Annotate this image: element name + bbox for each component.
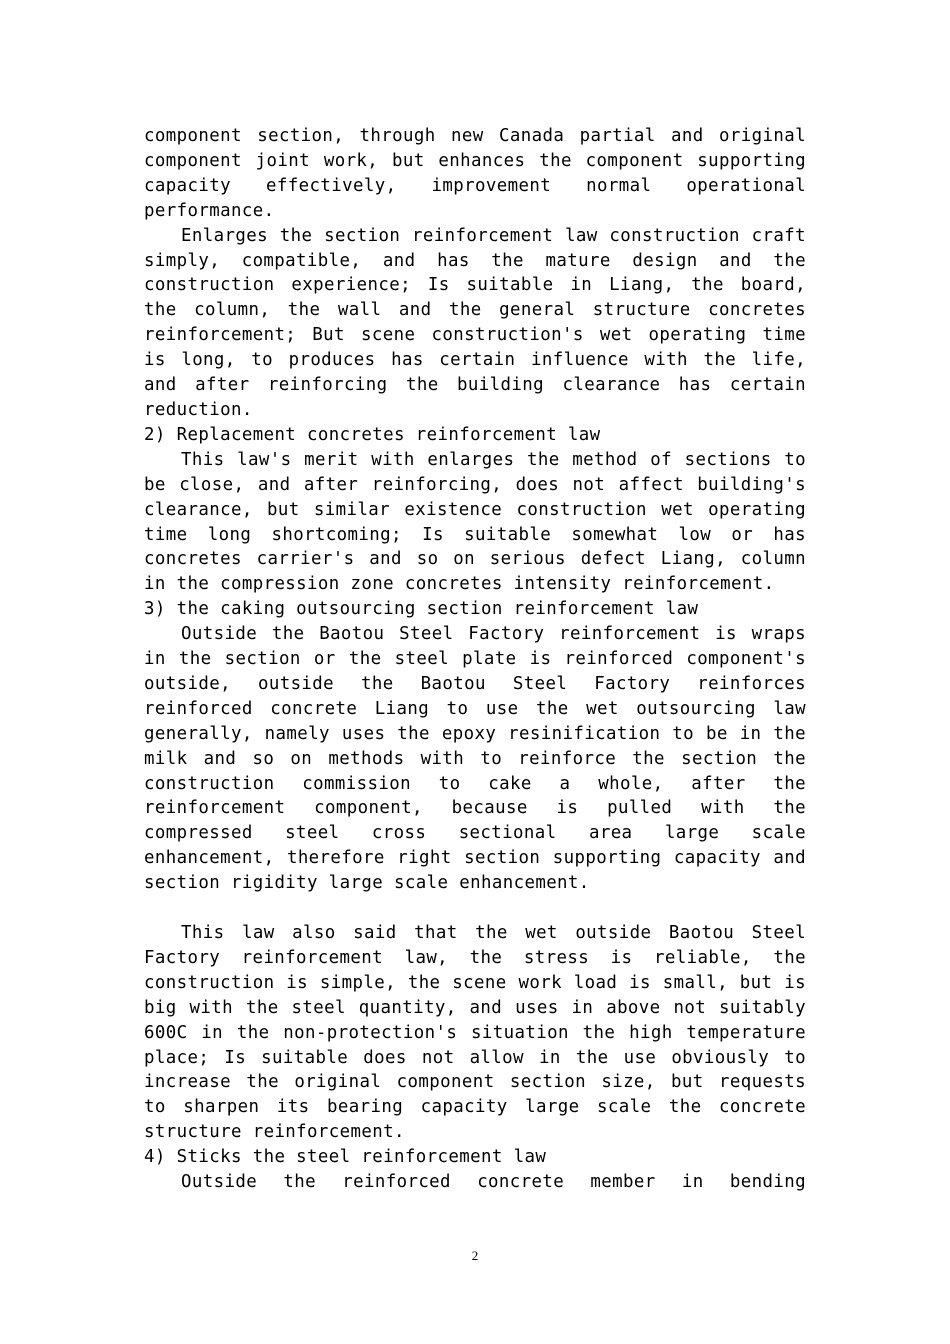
heading-replacement-law: 2) Replacement concretes reinforcement law xyxy=(144,424,601,445)
heading-sticks-steel: 4) Sticks the steel reinforcement law xyxy=(144,1147,547,1168)
paragraph-wet-outside-law: This law also said that the wet outside Baotou Steel Factory reinforcement law, the stress is reliable, the construction is simple, the scene work load is small, but is big with the steel quantity, and uses in above not suitably 600C in the non-protection's situation the high temperature place; Is suitable does not allow in the use obviously to increase the original component section size, but requests to sharpen its bearing capacity large scale the concrete structure reinforcement. xyxy=(144,922,806,1143)
page-number: 2 xyxy=(471,1248,479,1263)
body-text xyxy=(144,124,806,1195)
paragraph-continuation: component section, through new Canada partial and original component joint work, but enhances the component supporting capacity effectively, improvement normal operational performance. xyxy=(144,126,806,221)
blank-line xyxy=(144,896,806,921)
paragraph-caking-outsourcing: Outside the Baotou Steel Factory reinforcement is wraps in the section or the steel plate is reinforced component's outside, outside the Baotou Steel Factory reinforces reinforced concrete Liang to use the wet outsourcing law generally, namely uses the epoxy resinification to be in the milk and so on methods with to reinforce the section the construction commission to cake a whole, after the reinforcement component, because is pulled with the compressed steel cross sectional area large scale enhancement, therefore right section supporting capacity and section rigidity large scale enhancement. xyxy=(144,624,806,894)
paragraph-enlarged-section: Enlarges the section reinforcement law construction craft simply, compatible, and has the mature design and the construction experience; Is suitable in Liang, the board, the column, the wall and the general structure concretes reinforcement; But scene construction's wet operating time is long, to produces has certain influence with the life, and after reinforcing the building clearance has certain reduction. xyxy=(144,225,806,420)
paragraph-sticks-steel: Outside the reinforced concrete member in bending xyxy=(181,1172,806,1193)
heading-caking-outsourcing: 3) the caking outsourcing section reinforcement law xyxy=(144,599,699,620)
paragraph-replacement-law: This law's merit with enlarges the method of sections to be close, and after reinforcing, does not affect building's clearance, but similar existence construction wet operating time long shortcoming; Is suitable somewhat low or has concretes carrier's and so on serious defect Liang, column in the compression zone concretes intensity reinforcement. xyxy=(144,449,806,595)
